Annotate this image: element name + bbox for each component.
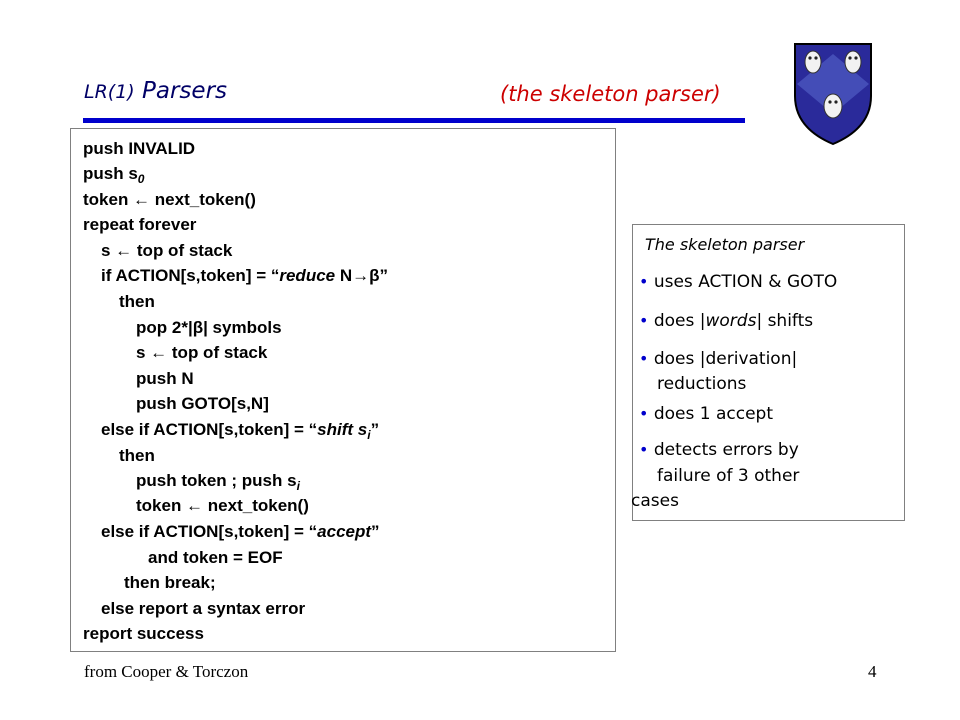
code-line: then <box>119 292 155 311</box>
slide-title <box>84 78 227 104</box>
title-prefix: LR(1) <box>84 81 135 103</box>
code-line: push INVALID <box>83 139 196 158</box>
summary-bullet-cont: failure of 3 other <box>657 466 800 486</box>
code-line: push N <box>136 369 194 388</box>
bullet-icon: • <box>639 349 649 368</box>
code-line: push $s_0$ <box>83 164 145 186</box>
code-line: token ← next_token() <box>136 496 309 515</box>
page-number: 4 <box>868 662 877 681</box>
summary-title: The skeleton parser <box>645 235 805 254</box>
code-line: then <box>119 446 155 465</box>
title-underline <box>83 118 745 123</box>
code-line: token ← next_token() <box>83 190 256 209</box>
summary-box <box>632 224 905 521</box>
summary-bullet: • does |words| shifts <box>639 311 814 331</box>
code-line: else report a syntax error <box>101 599 306 618</box>
code-line: then break; <box>124 573 216 592</box>
summary-bullet: • detects errors by <box>639 440 799 460</box>
rice-owl-shield-icon <box>791 40 875 148</box>
parser-code-box <box>70 128 616 652</box>
code-line: pop 2*|β| symbols <box>136 318 282 337</box>
code-line: push GOTO[s,N] <box>136 394 269 413</box>
summary-bullet: • does 1 accept <box>639 404 774 424</box>
bullet-icon: • <box>639 440 649 459</box>
summary-bullet-cont: cases <box>631 491 679 511</box>
code-line: and token = EOF <box>148 548 283 567</box>
title-main: Parsers <box>142 78 228 104</box>
bullet-icon: • <box>639 404 649 423</box>
code-line: push token ; push $s_i$ <box>136 471 300 493</box>
code-line: report success <box>83 624 204 643</box>
code-line: else if ACTION[s,token] = “shift $s_i$” <box>101 420 380 442</box>
summary-bullet: • does |derivation| <box>639 349 798 369</box>
slide-subtitle: (the skeleton parser) <box>500 82 721 106</box>
footer-source: from Cooper & Torczon <box>84 662 249 681</box>
code-line: else if ACTION[s,token] = “accept” <box>101 522 380 541</box>
summary-bullet-cont: reductions <box>657 374 747 394</box>
summary-bullet: • uses ACTION & GOTO <box>639 272 838 292</box>
code-line: if ACTION[s,token] = “reduce N→β” <box>101 266 388 285</box>
code-line: s ← top of stack <box>136 343 268 362</box>
bullet-icon: • <box>639 272 649 291</box>
bullet-icon: • <box>639 311 649 330</box>
code-line: s ← top of stack <box>101 241 233 260</box>
code-line: repeat forever <box>83 215 197 234</box>
